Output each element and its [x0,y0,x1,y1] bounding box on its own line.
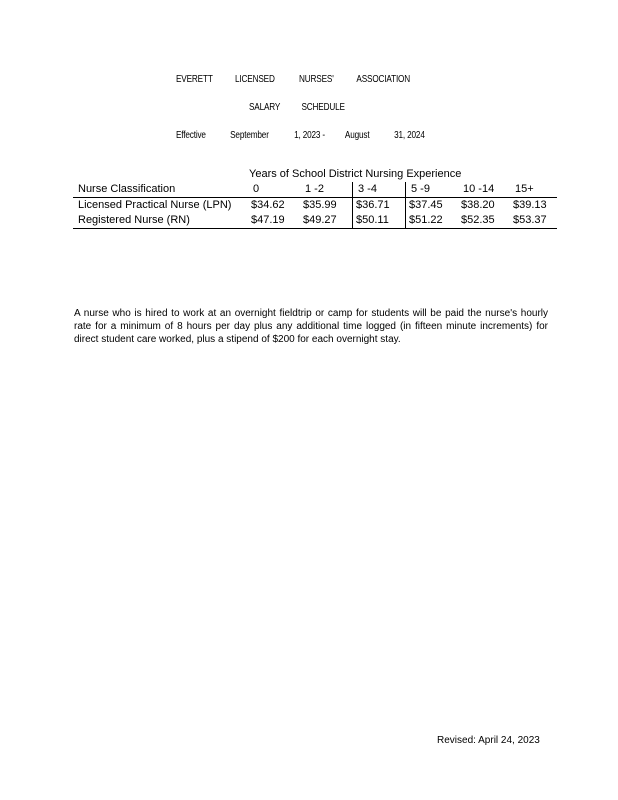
column-header-0: 0 [248,182,300,198]
header-line-2 [249,102,372,116]
cell-rn-0: $47.19 [248,213,300,229]
cell-rn-3-4: $50.11 [353,213,406,229]
cell-lpn-5-9: $37.45 [406,198,459,214]
table-row-lpn [73,198,557,214]
header-end-date: 31, 2024 [394,130,425,141]
header-line-1 [176,74,422,88]
cell-lpn-10-14: $38.20 [461,199,495,211]
table-row-rn [73,213,557,229]
column-header-15-plus: 15+ [510,182,557,198]
header-august: August [344,130,370,141]
header-start-date: 1, 2023 - [294,130,325,141]
header-association: ASSOCIATION [356,74,411,85]
header-effective: Effective [176,130,206,141]
header-schedule: SCHEDULE [301,102,345,113]
row-label-rn: Registered Nurse (RN) [73,213,248,229]
header-everett: EVERETT [176,74,213,85]
column-header-classification: Nurse Classification [73,182,248,198]
cell-rn-10-14: $52.35 [458,213,510,229]
column-header-5-9: 5 -9 [406,182,459,198]
header-september: September [230,130,269,141]
cell-lpn-3-4: $36.71 [353,198,406,214]
cell-rn-15-plus: $53.37 [510,213,557,229]
column-header-1-2: 1 -2 [300,182,353,198]
salary-table [73,182,557,229]
overnight-note: A nurse who is hired to work at an overnight fieldtrip or camp for students will be paid the nurse's hourly rate for a minimum of 8 hours per day plus any additional time logged (in fifteen minute increments) for direct student care worked, plus a stipend of $200 for each overnight stay. [74,308,548,345]
table-header-row [73,182,557,198]
table-title: Years of School District Nursing Experience [249,168,462,180]
cell-lpn-1-2: $35.99 [303,199,337,211]
cell-lpn-0: $34.62 [251,199,285,211]
header-nurses: NURSES' [299,74,334,85]
header-licensed: LICENSED [235,74,275,85]
column-header-10-14: 10 -14 [458,182,510,198]
cell-rn-5-9: $51.22 [406,213,459,229]
cell-rn-1-2: $49.27 [300,213,353,229]
header-line-3 [176,130,455,144]
revised-date: Revised: April 24, 2023 [437,735,540,746]
column-header-3-4: 3 -4 [353,182,406,198]
cell-lpn-15-plus: $39.13 [513,199,547,211]
row-label-lpn: Licensed Practical Nurse (LPN) [78,199,232,211]
header-salary: SALARY [249,102,281,113]
